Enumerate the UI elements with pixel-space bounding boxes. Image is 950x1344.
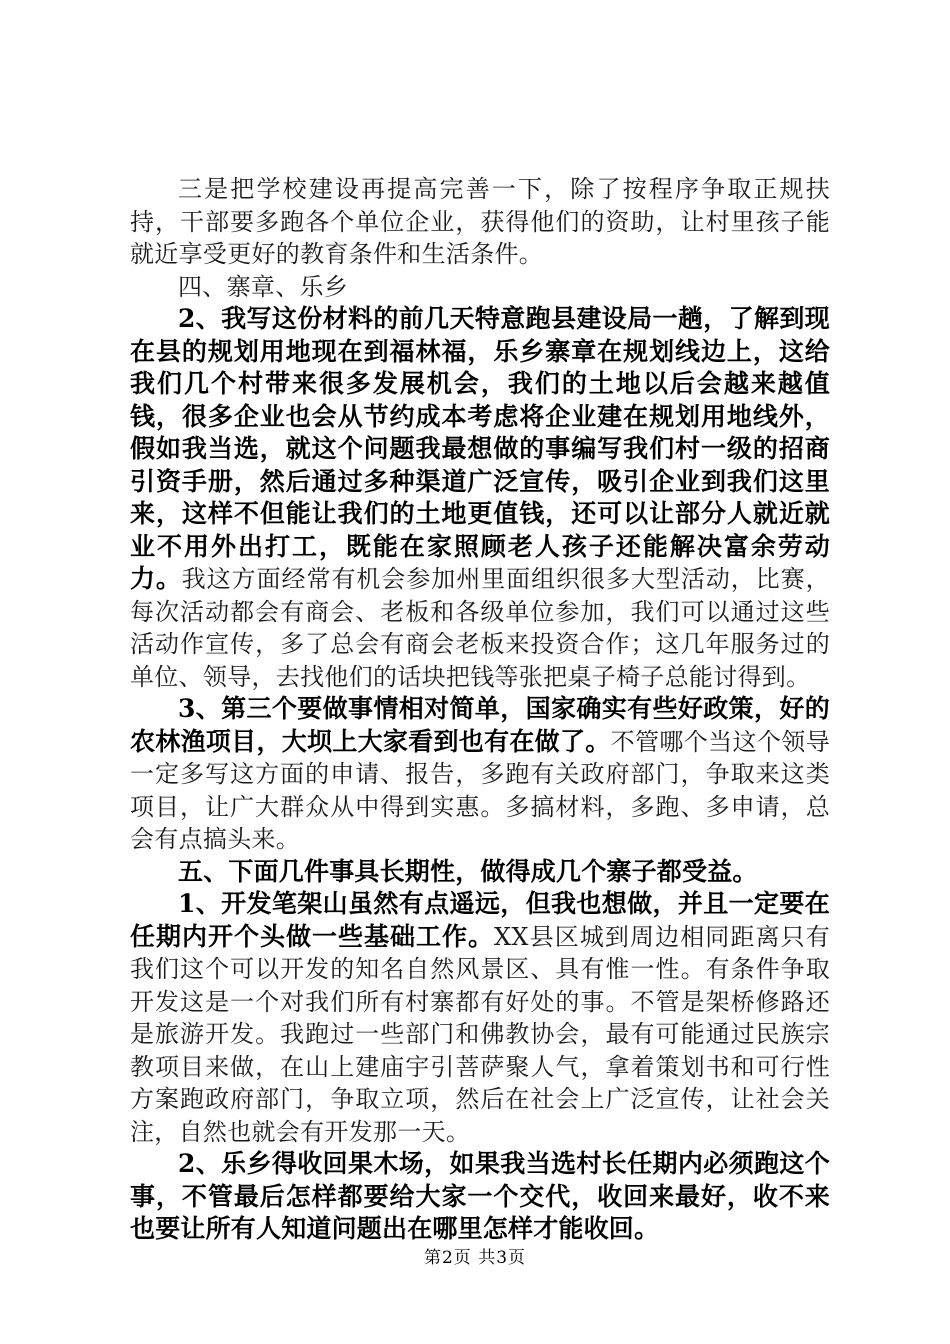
section-heading-four	[130, 271, 830, 304]
paragraph-orchard	[130, 1148, 830, 1246]
paragraph-text-normal: XX县区城到周边相同距离只有我们这个可以开发的知名自然风景区、具有惟一性。有条件争取开发这是一个对我们所有村寨都有好处的事。不管是架桥修路还是旅游开发。我跑过一些部门和佛教协会，最有可能通过民族宗教项目来做，在山上建庙宇引菩萨聚人气，拿着策划书和可行性方案跑政府部门，争取立项，然后在社会上广泛宣传，让社会关注，自然也就会有开发那一天。	[130, 922, 830, 1146]
paragraph-text-bold: 1、开发笔架山虽然有点遥远，但我也想做，并且一定要在任期内开个头做一些基础工作。	[130, 889, 830, 951]
paragraph-text-bold: 2、我写这份材料的前几天特意跑县建设局一趟，了解到现在县的规划用地现在到福林福，乐乡寨章在规划线边上，这给我们几个村带来很多发展机会，我们的土地以后会越来越值钱，很多企业也会从节约成本考虑将企业建在规划用地线外，假如我当选，就这个问题我最想做的事编写我们村一级的招商引资手册，然后通过多种渠道广泛宣传，吸引企业到我们这里来，这样不但能让我们的土地更值钱，还可以让部分人就近就业不用外出打工，既能在家照顾老人孩子还能解决富余劳动力。	[130, 304, 830, 593]
paragraph-text-normal: 不管哪个当这个领导一定多写这方面的申请、报告，多跑有关政府部门，争取来这类项目，让广大群众从中得到实惠。多搞材料，多跑、多申请，总会有点搞头来。	[130, 727, 830, 853]
page-number: 第2页 共3页	[423, 1248, 527, 1268]
heading-text: 四、寨章、乐乡	[178, 272, 349, 301]
paragraph-text-normal: 我这方面经常有机会参加州里面组织很多大型活动，比赛，每次活动都会有商会、老板和各级单位参加，我们可以通过这些活动作宣传，多了总会有商会老板来投资合作；这几年服务过的单位、领导，去找他们的话块把钱等张把桌子椅子总能讨得到。	[130, 565, 830, 691]
paragraph-text: 2、乐乡得收回果木场，如果我当选村长任期内必须跑这个事，不管最后怎样都要给大家一个交代，收回来最好，收不来也要让所有人知道问题出在哪里怎样才能收回。	[130, 1149, 830, 1243]
paragraph-projects	[130, 693, 830, 856]
section-heading-five	[130, 856, 830, 889]
page-footer	[0, 1243, 950, 1268]
paragraph-text-bold: 3、第三个要做事情相对简单，国家确实有些好政策，好的农林渔项目，大坝上大家看到也有在做了。	[130, 694, 830, 756]
paragraph-text: 三是把学校建设再提高完善一下，除了按程序争取正规扶持，干部要多跑各个单位企业，获得他们的资助，让村里孩子能就近享受更好的教育条件和生活条件。	[130, 175, 830, 268]
heading-text: 五、下面几件事具长期性，做得成几个寨子都受益。	[178, 856, 758, 886]
paragraph-planning	[130, 303, 830, 693]
document-body	[130, 173, 830, 1246]
paragraph-school	[130, 173, 830, 271]
paragraph-mountain	[130, 888, 830, 1148]
